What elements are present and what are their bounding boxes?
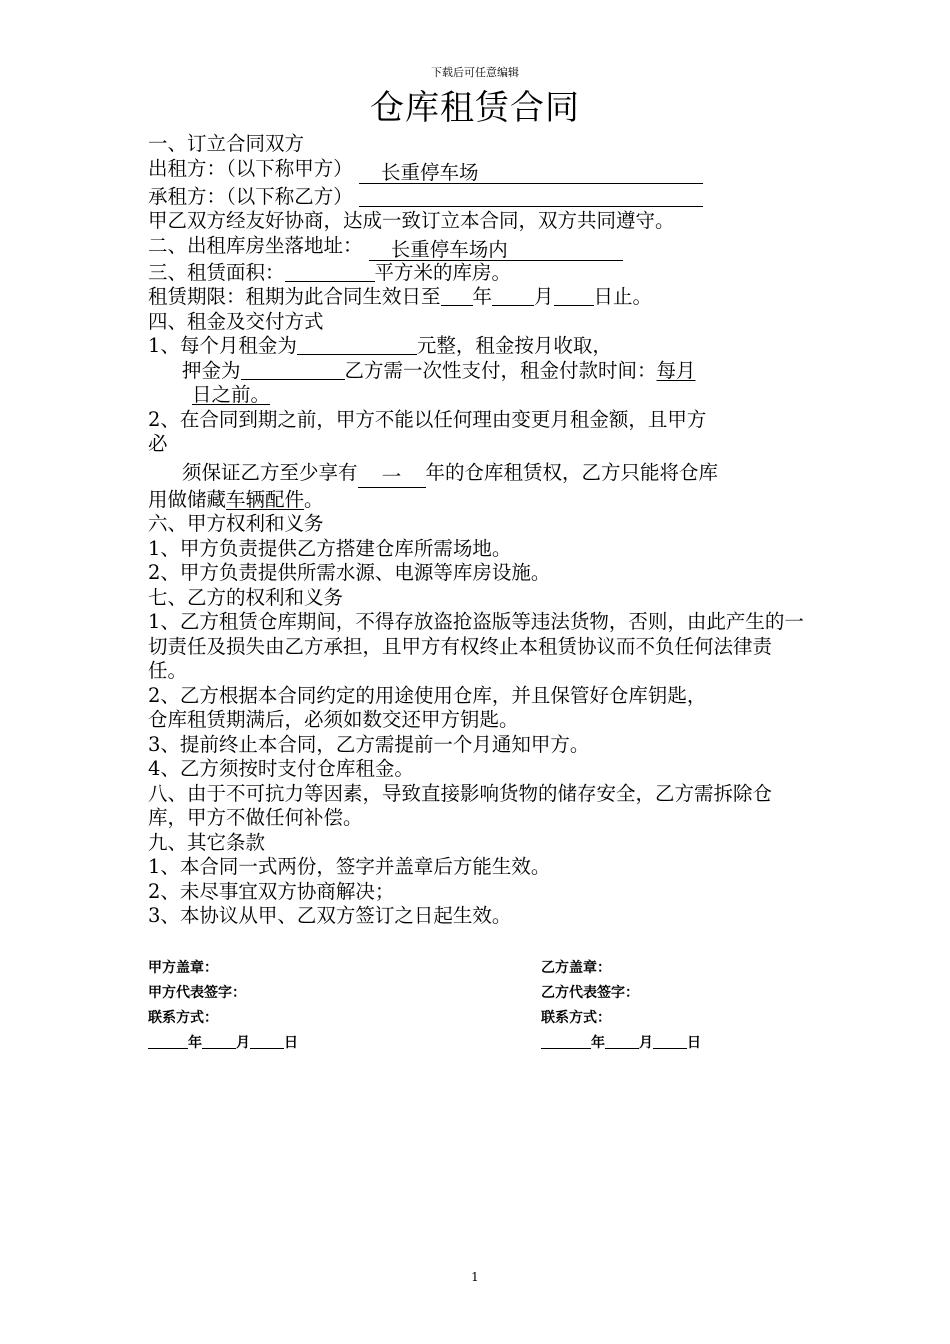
contract-body	[148, 132, 808, 929]
lease-years-value: 一	[381, 464, 402, 488]
term-year-label: 年	[472, 285, 493, 308]
section-9-item-1: 1、本合同一式两份，签字并盖章后方能生效。	[148, 855, 551, 878]
section-7-item-4: 4、乙方须按时支付仓库租金。	[148, 757, 414, 780]
section-3-line	[148, 261, 808, 286]
lessor-field	[359, 161, 703, 184]
deposit-line-2	[148, 383, 808, 408]
rent-blank	[297, 336, 417, 355]
section-2-line	[148, 234, 808, 261]
agreement-line: 甲乙双方经友好协商，达成一致订立本合同，双方共同遵守。	[148, 209, 675, 232]
section-6-item-1: 1、甲方负责提供乙方搭建仓库所需场地。	[148, 536, 512, 560]
rent-label: 1、每个月租金为	[148, 334, 297, 357]
lease-years-field	[358, 465, 426, 488]
party-b-day-blank	[653, 1034, 687, 1049]
deposit-blank	[241, 361, 345, 380]
section-9-heading: 九、其它条款	[148, 830, 266, 854]
payment-time-monthly: 每月	[656, 358, 696, 382]
area-label: 三、租赁面积：	[148, 260, 285, 284]
section-7-heading: 七、乙方的权利和义务	[148, 585, 344, 609]
section-6-heading: 六、甲方权利和义务	[148, 512, 324, 535]
party-a-day-label: 日	[284, 1035, 298, 1051]
term-line	[148, 285, 808, 310]
party-a-year-blank	[148, 1034, 188, 1049]
section-7-item-3: 3、提前终止本合同，乙方需提前一个月通知甲方。	[148, 732, 590, 756]
term-month-blank	[492, 287, 534, 306]
term-label: 租赁期限：租期为此合同生效日至	[148, 285, 441, 308]
lessor-line	[148, 157, 808, 184]
party-b-signature-block	[541, 956, 701, 1056]
term-month-label: 月	[534, 285, 554, 308]
party-b-day-label: 日	[687, 1035, 701, 1051]
section-9-item-3: 3、本协议从甲、乙双方签订之日起生效。	[148, 904, 512, 927]
party-a-month-label: 月	[236, 1035, 250, 1051]
section-4-heading: 四、租金及交付方式	[148, 309, 324, 333]
clause-2-line-4	[148, 488, 808, 513]
deposit-label: 押金为	[182, 358, 241, 382]
header-note: 下载后可任意编辑	[431, 66, 519, 79]
party-a-year-label: 年	[188, 1035, 202, 1051]
clause-2-text-c: 用做储藏	[148, 487, 227, 511]
deposit-terms: 乙方需一次性支付，租金付款时间：	[344, 358, 657, 382]
lessee-field	[359, 184, 703, 207]
payment-time-day: 日之前。	[192, 383, 271, 406]
section-8-text: 八、由于不可抗力等因素，导致直接影响货物的储存安全，乙方需拆除仓库，甲方不做任何补偿。	[148, 781, 773, 829]
lessee-label: 承租方：（以下称乙方）	[148, 184, 353, 208]
deposit-line	[148, 359, 808, 384]
party-b-year-label: 年	[591, 1035, 605, 1051]
party-b-rep: 乙方代表签字：	[541, 985, 639, 1001]
term-year-blank	[441, 287, 473, 306]
storage-purpose: 车辆配件	[226, 487, 305, 511]
clause-2-line-2: 必	[148, 432, 168, 455]
section-7-item-2a: 2、乙方根据本合同约定的用途使用仓库，并且保管好仓库钥匙，	[148, 683, 707, 707]
area-blank	[285, 263, 375, 282]
party-a-month-blank	[202, 1034, 236, 1049]
area-unit: 平方米的库房。	[374, 260, 512, 284]
party-b-contact: 联系方式：	[541, 1010, 611, 1026]
party-b-month-blank	[605, 1034, 639, 1049]
party-a-day-blank	[250, 1034, 284, 1049]
party-a-date	[148, 1031, 298, 1056]
page-number: 1	[471, 1270, 479, 1284]
section-7-item-2b: 仓库租赁期满后，必须如数交还甲方钥匙。	[148, 708, 519, 731]
lessor-value: 长重停车场	[380, 160, 479, 184]
party-a-signature-block	[148, 956, 298, 1056]
term-day-blank	[554, 287, 594, 306]
clause-2-text-b: 年的仓库租赁权，乙方只能将仓库	[425, 460, 719, 484]
party-b-date	[541, 1031, 701, 1056]
address-field	[369, 238, 623, 261]
rent-terms: 元整，租金按月收取，	[416, 334, 612, 357]
section-1-heading: 一、订立合同双方	[148, 132, 305, 155]
party-b-month-label: 月	[639, 1035, 653, 1051]
address-value: 长重停车场内	[390, 237, 508, 261]
address-label: 二、出租库房坐落地址：	[148, 233, 363, 257]
section-6-item-2: 2、甲方负责提供所需水源、电源等库房设施。	[148, 561, 551, 584]
party-a-rep: 甲方代表签字：	[148, 985, 246, 1001]
party-a-seal: 甲方盖章：	[148, 960, 218, 976]
lessor-label: 出租方：（以下称甲方）	[148, 156, 353, 180]
party-b-seal: 乙方盖章：	[541, 960, 611, 976]
clause-2-line-1: 2、在合同到期之前，甲方不能以任何理由变更月租金额，且甲方	[148, 407, 707, 431]
party-a-contact: 联系方式：	[148, 1010, 218, 1026]
section-9-item-2: 2、未尽事宜双方协商解决；	[148, 879, 395, 903]
lessee-line	[148, 184, 808, 210]
section-7-item-1: 1、乙方租赁仓库期间，不得存放盗抢盗版等违法货物，否则，由此产生的一切责任及损失由乙方承担，且甲方有权终止本租赁协议而不负任何法律责任。	[148, 610, 804, 682]
clause-2-end: 。	[304, 487, 324, 511]
contract-title: 仓库租赁合同	[370, 88, 580, 128]
rent-line	[148, 334, 808, 359]
party-b-year-blank	[541, 1034, 591, 1049]
clause-2-text-a: 须保证乙方至少享有	[182, 460, 358, 484]
clause-2-line-3	[148, 461, 808, 488]
term-end-label: 日止。	[593, 285, 653, 308]
